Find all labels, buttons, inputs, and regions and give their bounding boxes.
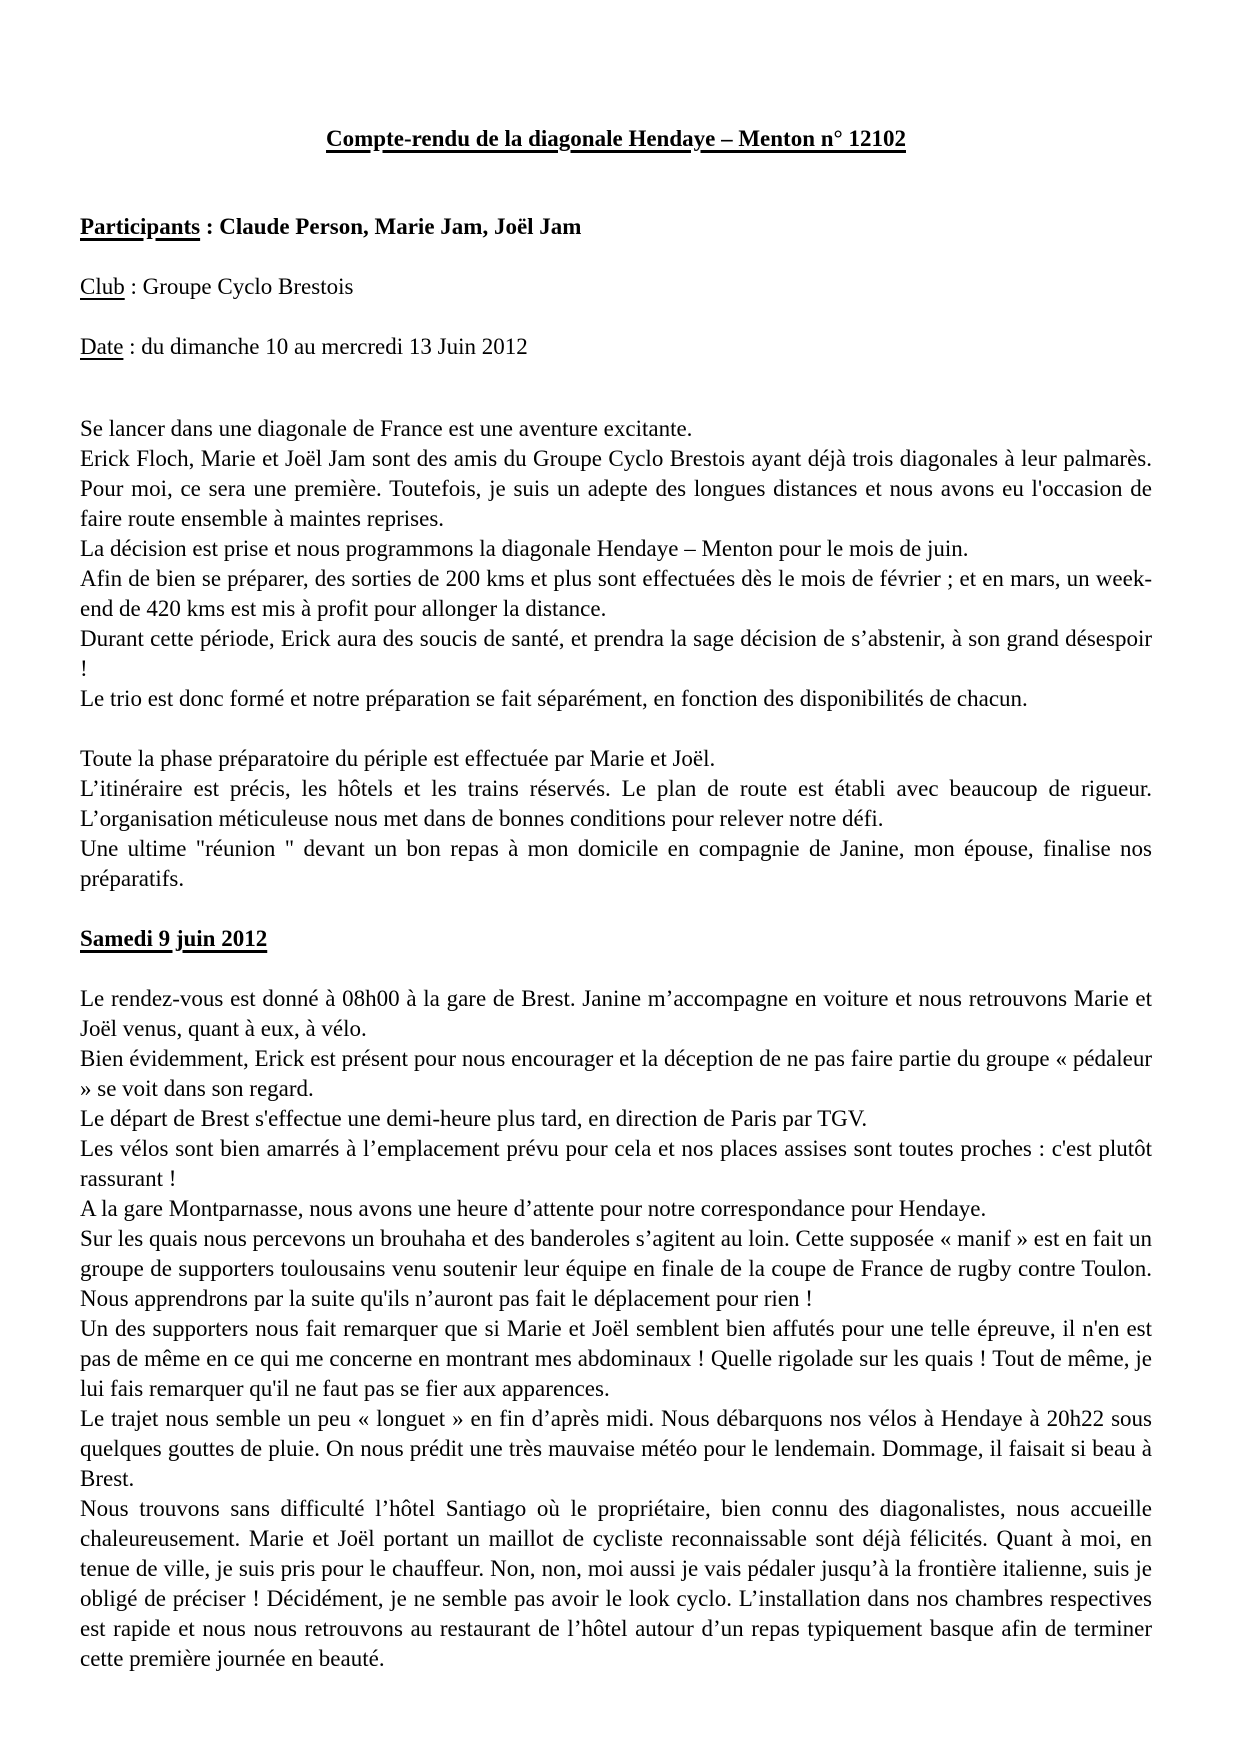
paragraph: La décision est prise et nous programmons la diagonale Hendaye – Menton pour le mois de juin.: [80, 536, 969, 561]
meta-label-participants: Participants: [80, 214, 201, 239]
paragraph: Sur les quais nous percevons un brouhaha et des banderoles s’agitent au loin. Cette supposée « manif » est en fait un groupe de supporters toulousains venu soutenir leur équipe en finale de la coupe de France de rugby contre Toulon. Nous apprendrons par la suite qu'ils n’auront pas fait le déplacement pour rien !: [80, 1226, 1152, 1311]
section-heading: [80, 924, 1152, 954]
paragraph-group: [80, 414, 1152, 714]
paragraph: Se lancer dans une diagonale de France est une aventure excitante.: [80, 416, 693, 441]
paragraph: Afin de bien se préparer, des sorties de 200 kms et plus sont effectuées dès le mois de février ; et en mars, un week-end de 420 kms est mis à profit pour allonger la distance.: [80, 566, 1152, 621]
paragraph: Durant cette période, Erick aura des soucis de santé, et prendra la sage décision de s’abstenir, à son grand désespoir !: [80, 626, 1152, 681]
document-title-text: Compte-rendu de la diagonale Hendaye – Menton n° 12102: [326, 126, 906, 151]
paragraph: Le rendez-vous est donné à 08h00 à la gare de Brest. Janine m’accompagne en voiture et nous retrouvons Marie et Joël venus, quant à eux, à vélo.: [80, 986, 1152, 1041]
paragraph: A la gare Montparnasse, nous avons une heure d’attente pour notre correspondance pour Hendaye.: [80, 1196, 987, 1221]
paragraph: Le trio est donc formé et notre préparation se fait séparément, en fonction des disponibilités de chacun.: [80, 686, 1028, 711]
paragraph: Toute la phase préparatoire du périple est effectuée par Marie et Joël.: [80, 746, 716, 771]
document-title: [80, 124, 1152, 154]
meta-value-participants: : Claude Person, Marie Jam, Joël Jam: [200, 214, 582, 239]
paragraph: L’itinéraire est précis, les hôtels et les trains réservés. Le plan de route est établi avec beaucoup de rigueur. L’organisation méticuleuse nous met dans de bonnes conditions pour relever notre défi.: [80, 776, 1152, 831]
meta-label-date: Date: [80, 334, 124, 359]
meta-value-club: : Groupe Cyclo Brestois: [124, 274, 354, 299]
meta-line-date: [80, 332, 1152, 362]
paragraph: Nous trouvons sans difficulté l’hôtel Santiago où le propriétaire, bien connu des diagonalistes, nous accueille chaleureusement. Marie et Joël portant un maillot de cycliste reconnaissable sont déjà félicités. Quant à moi, en tenue de ville, je suis pris pour le chauffeur. Non, non, moi aussi je vais pédaler jusqu’à la frontière italienne, suis je obligé de préciser ! Décidément, je ne semble pas avoir le look cyclo. L’installation dans nos chambres respectives est rapide et nous nous retrouvons au restaurant de l’hôtel autour d’un repas typiquement basque afin de terminer cette première journée en beauté.: [80, 1496, 1152, 1671]
paragraph: Le départ de Brest s'effectue une demi-heure plus tard, en direction de Paris par TGV.: [80, 1106, 868, 1131]
document-body: [80, 414, 1152, 1674]
paragraph: Un des supporters nous fait remarquer que si Marie et Joël semblent bien affutés pour une telle épreuve, il n'en est pas de même en ce qui me concerne en montrant mes abdominaux ! Quelle rigolade sur les quais ! Tout de même, je lui fais remarquer qu'il ne faut pas se fier aux apparences.: [80, 1316, 1152, 1401]
paragraph-group: [80, 984, 1152, 1674]
paragraph: Une ultime "réunion " devant un bon repas à mon domicile en compagnie de Janine, mon épouse, finalise nos préparatifs.: [80, 836, 1152, 891]
section-heading-text: Samedi 9 juin 2012: [80, 926, 268, 951]
meta-line-participants: [80, 212, 1152, 242]
meta-section: [80, 212, 1152, 362]
paragraph: Le trajet nous semble un peu « longuet » en fin d’après midi. Nous débarquons nos vélos à Hendaye à 20h22 sous quelques gouttes de pluie. On nous prédit une très mauvaise météo pour le lendemain. Dommage, il faisait si beau à Brest.: [80, 1406, 1152, 1491]
meta-label-club: Club: [80, 274, 125, 299]
paragraph-group: [80, 744, 1152, 894]
paragraph: Les vélos sont bien amarrés à l’emplacement prévu pour cela et nos places assises sont toutes proches : c'est plutôt rassurant !: [80, 1136, 1152, 1191]
paragraph: Bien évidemment, Erick est présent pour nous encourager et la déception de ne pas faire partie du groupe « pédaleur » se voit dans son regard.: [80, 1046, 1152, 1101]
meta-value-date: : du dimanche 10 au mercredi 13 Juin 2012: [123, 334, 528, 359]
paragraph: Erick Floch, Marie et Joël Jam sont des amis du Groupe Cyclo Brestois ayant déjà trois diagonales à leur palmarès. Pour moi, ce sera une première. Toutefois, je suis un adepte des longues distances et nous avons eu l'occasion de faire route ensemble à maintes reprises.: [80, 446, 1152, 531]
meta-line-club: [80, 272, 1152, 302]
